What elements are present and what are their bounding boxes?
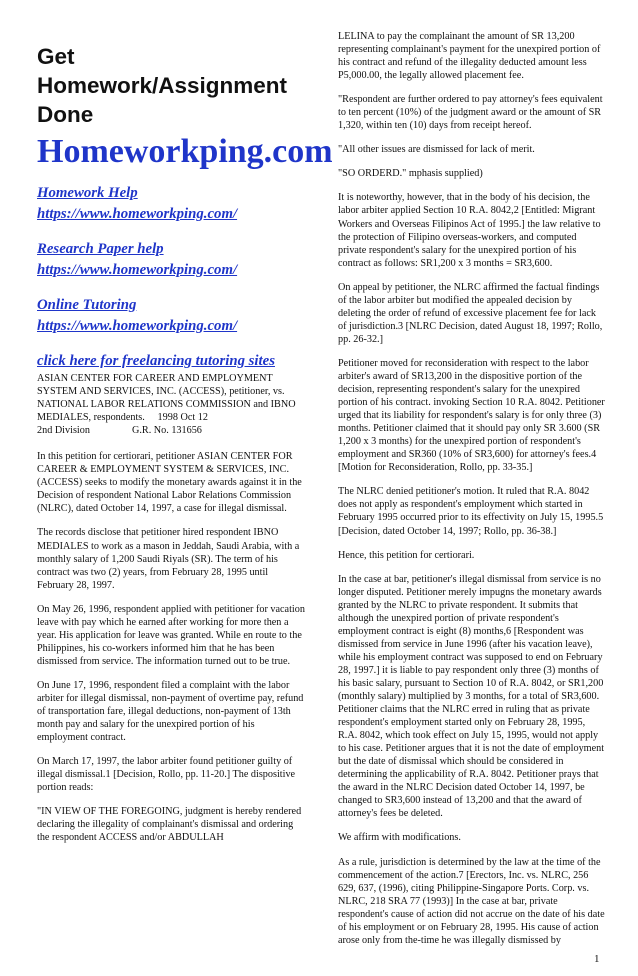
paragraph: On June 17, 1996, respondent filed a complaint with the labor arbiter for illegal dismissal, non-payment of overtime pay, refund of transportation fare, illegal deductions, non-payment of 13th month pay and salary for the unexpired portion of his employment contract. [37, 679, 304, 744]
brand-title: Homeworkping.com [37, 133, 333, 170]
paragraph: It is noteworthy, however, that in the body of his decision, the labor arbiter applied Section 10 R.A. 8042,2 [Entitled: Migrant Workers and Overseas Filipinos Act of 1995.] the law relative to the protection of Filipino overseas-workers, and computed private respondent's salary for the unexpired portion of his contract as follows: SR1,200 x 3 months = SR3,600. [338, 192, 601, 269]
paragraph: The NLRC denied petitioner's motion. It ruled that R.A. 8042 does not apply as respondent's employment which started in February 1995 occurred prior to its effectivity on July 15, 1995.5 [Decision, dated October 14, 1997; Rollo, pp. 36-38.] [338, 486, 604, 537]
page-number: 1 [594, 953, 600, 965]
paragraph: We affirm with modifications. [338, 832, 461, 844]
case-header [37, 372, 305, 437]
paragraph: The records disclose that petitioner hired respondent IBNO MEDIALES to work as a mason in Jeddah, Saudi Arabia, with a monthly salary of 1,200 Saudi Riyals (SR). The term of his contract was two (2) years, from February 28, 1995 until February 28, 1997. [37, 527, 300, 591]
ad-links [37, 183, 305, 372]
case-division: 2nd Division [37, 425, 90, 437]
right-column [338, 30, 606, 958]
paragraph: On appeal by petitioner, the NLRC affirmed the factual findings of the labor arbiter but modified the appealed decision by deleting the order of refund of excessive placement fee for lack of jurisdiction.3 [NLRC Decision, dated August 18, 1997; Rollo, pp. 26-32.] [338, 281, 603, 345]
case-gr-number: G.R. No. 131656 [132, 425, 202, 437]
case-date: 1998 Oct 12 [157, 412, 208, 424]
freelancing-link[interactable]: click here for freelancing tutoring sites [37, 353, 275, 369]
paragraph: On March 17, 1997, the labor arbiter found petitioner guilty of illegal dismissal.1 [Decision, Rollo, pp. 11-20.] The dispositive portion reads: [37, 756, 296, 794]
paragraph: LELINA to pay the complainant the amount of SR 13,200 representing complainant's payment for the unexpired portion of his contract and refund of the illegality deducted amount less P5,000.00, the legally allowed placement fee. [338, 31, 601, 82]
research-paper-url[interactable]: https://www.homeworkping.com/ [37, 262, 238, 278]
paragraph: "IN VIEW OF THE FOREGOING, judgment is hereby rendered declaring the illegality of complainant's dismissal and ordering the respondent ACCESS and/or ABDULLAH [37, 806, 302, 844]
research-paper-link[interactable]: Research Paper help [37, 241, 164, 257]
online-tutoring-link[interactable]: Online Tutoring [37, 297, 137, 313]
paragraph: On May 26, 1996, respondent applied with petitioner for vacation leave with pay which he earned after working for more then a year. His application for leave was granted. While en route to the Philippines, his co-workers informed him that he has been dismissed from service. The information turned out to be true. [37, 603, 305, 667]
homework-help-link[interactable]: Homework Help [37, 185, 138, 201]
paragraph: In the case at bar, petitioner's illegal dismissal from service is no longer disputed. Petitioner merely impugns the monetary awards granted by the NLRC to private respondent. It submits that although the unexpired portion of private respondent's employment contract is eight (8) months,6 [Respondent was dismissed from service in June 1996 (after his vacation leave), while his employment contract was supposed to end on February 28, 1997.] it is liable to pay respondent only three (3) months of his basic salary, pursuant to Section 10 of R.A. 8042, or SR1,200 (monthly salary) multiplied by 3 months, for a total of SR3,600. Petitioner claims that the NLRC erred in ruling that as private respondent's employment started only on February 28, 1995, R.A. 8042, which took effect on July 15, 1995, would not apply to his case. Petitioner argues that it is not the date of employment but the date of dismissal which should be considered in determining the applicability of R.A. 8042. Petitioner prays that the award in the NLRC Decision dated October 14, 1997, be changed to SR3,600 instead of 13,200 and that the award of attorney's fees be deleted. [338, 573, 605, 820]
paragraph: "SO ORDERD." mphasis supplied) [338, 168, 483, 180]
case-parties: ASIAN CENTER FOR CAREER AND EMPLOYMENT SYSTEM AND SERVICES, INC. (ACCESS), petitioner, vs. NATIONAL LABOR RELATIONS COMMISSION and IBNO MEDIALES, respondents. [37, 373, 296, 424]
homework-help-url[interactable]: https://www.homeworkping.com/ [37, 206, 238, 222]
paragraph: Hence, this petition for certiorari. [338, 549, 475, 561]
paragraph: As a rule, jurisdiction is determined by the law at the time of the commencement of the action.7 [Erectors, Inc. vs. NLRC, 256 629, 637, (1996), citing Philippine-Singapore Ports. Corp. vs. NLRC, 218 SRA 77 (1993)] In the case at bar, private respondent's cause of action did not accrue on the date of his date of his employment or on February 28, 1995. His cause of action arose only from the-time he was illegally dismissed by [338, 856, 605, 946]
paragraph: "All other issues are dismissed for lack of merit. [338, 144, 535, 156]
online-tutoring-url[interactable]: https://www.homeworkping.com/ [37, 318, 238, 334]
paragraph: Petitioner moved for reconsideration with respect to the labor arbiter's award of SR13,200 in the dispositive portion of the decision, representing respondent's salary for the unexpired portion of his contract. invoking Section 10 R.A. 8042. Petitioner urged that its liability for respondent's salary is for only three (3) months. Petitioner claimed that it should pay only SR 3.600 (SR 1,200 x 3 months) for the unexpired portion of respondent's employment and SR360 (10% of SR3,600) for attorney's fees.4 [Motion for Reconsideration, Rollo, pp. 33-35.] [338, 357, 605, 474]
left-column [37, 30, 333, 855]
paragraph: In this petition for certiorari, petitioner ASIAN CENTER FOR CAREER & EMPLOYMENT SYSTEM & SERVICES, INC. (ACCESS) seeks to modify the monetary awards against it in the Decision of respondent National Labor Relations Commission (NLRC), dated October 14, 1997, a case for illegal dismissal. [37, 451, 302, 515]
ad-title: Get Homework/Assignment Done [37, 44, 288, 127]
paragraph: "Respondent are further ordered to pay attorney's fees equivalent to ten percent (10%) of the judgment award or the amount of SR 1,320, within ten (10) days from receipt hereof. [338, 94, 603, 132]
